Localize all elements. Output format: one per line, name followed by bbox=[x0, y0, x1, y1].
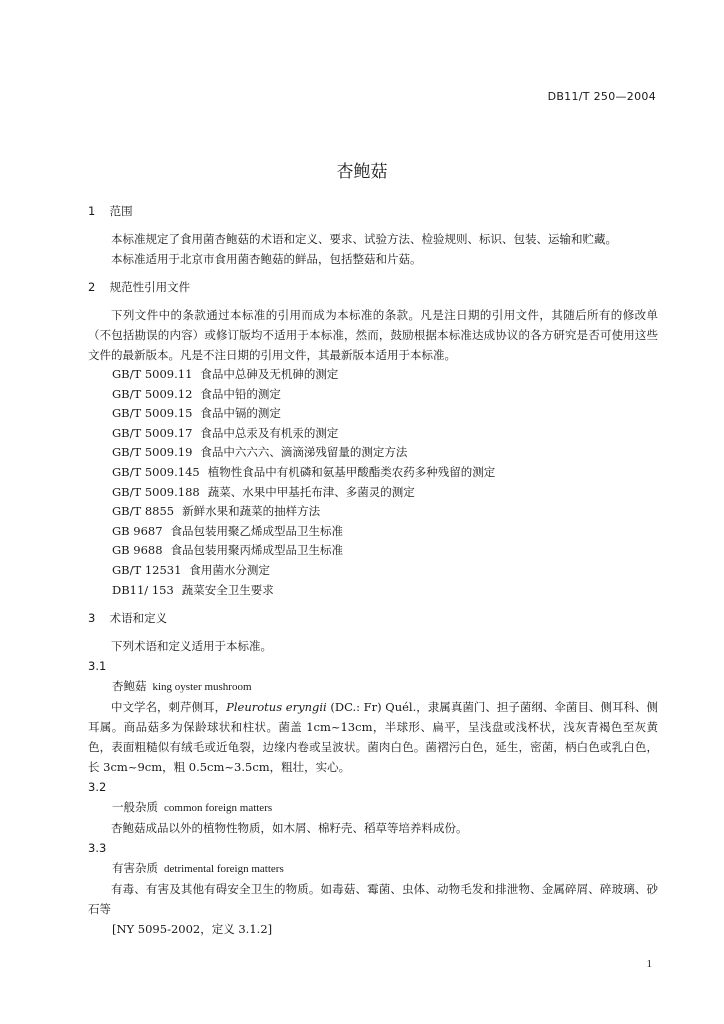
reference-item bbox=[112, 502, 658, 522]
reference-title: 食用菌水分测定 bbox=[189, 562, 270, 577]
section-2-intro: 下列文件中的条款通过本标准的引用而成为本标准的条款。凡是注日期的引用文件，其随后所有的修改单（不包括勘误的内容）或修订版均不适用于本标准，然而，鼓励根据本标准达成协议的各方研究是否可使用这些文件的最新版本。凡是不注日期的引用文件，其最新版本适用于本标准。 bbox=[88, 308, 658, 362]
term-heading bbox=[112, 858, 658, 879]
document-title: 杏鲍菇 bbox=[336, 162, 388, 182]
term-chinese: 杏鲍菇 bbox=[112, 679, 147, 694]
definition-text: (DC.: Fr) Quél.，隶属真菌门、担子菌纲、伞菌目、侧耳科、侧耳属。商品菇多为保龄球状和柱状。菌盖 1cm~13cm，半球形、扁平，呈浅盘或浅杯状，浅灰青褐色至灰黄色，表面粗糙似有绒毛或近龟裂，边缘内卷或呈波状。菌肉白色。菌褶污白色，延生，密菌，柄白色或乳白色，长 3cm~9cm，粗 0.5cm~3.5cm，粗壮，实心。 bbox=[88, 700, 659, 775]
term-heading bbox=[112, 676, 658, 697]
reference-item bbox=[112, 581, 658, 601]
reference-code: GB/T 5009.17 bbox=[112, 425, 193, 440]
section-3-intro: 下列术语和定义适用于本标准。 bbox=[111, 639, 272, 654]
reference-item bbox=[112, 365, 658, 385]
section-title: 规范性引用文件 bbox=[109, 280, 191, 294]
reference-code: DB11/ 153 bbox=[112, 582, 174, 597]
term-definition bbox=[88, 697, 658, 777]
reference-item bbox=[112, 483, 658, 503]
section-title: 术语和定义 bbox=[109, 611, 168, 626]
reference-title: 植物性食品中有机磷和氨基甲酸酯类农药多种残留的测定 bbox=[207, 464, 496, 479]
document-code: DB11/T 250—2004 bbox=[547, 90, 656, 103]
reference-title: 食品中六六六、滴滴涕残留量的测定方法 bbox=[200, 445, 408, 460]
subsection-number: 3.2 bbox=[88, 780, 107, 795]
section-number: 3 bbox=[88, 611, 96, 626]
reference-item bbox=[112, 522, 658, 542]
reference-title: 新鲜水果和蔬菜的抽样方法 bbox=[182, 504, 321, 519]
reference-item bbox=[112, 385, 658, 405]
reference-title: 食品中铅的测定 bbox=[200, 386, 281, 401]
reference-title: 食品中总汞及有机汞的测定 bbox=[200, 425, 339, 440]
term-english: king oyster mushroom bbox=[152, 681, 252, 694]
reference-title: 食品中总砷及无机砷的测定 bbox=[200, 367, 339, 381]
section-1-paragraph-1: 本标准规定了食用菌杏鲍菇的术语和定义、要求、试验方法、检验规则、标识、包装、运输和贮藏。 bbox=[111, 232, 617, 246]
section-2-heading bbox=[88, 277, 658, 297]
reference-item bbox=[112, 424, 658, 444]
reference-item bbox=[112, 404, 658, 424]
term-heading bbox=[112, 797, 658, 818]
definition-text: 中文学名，刺芹侧耳， bbox=[111, 700, 227, 715]
reference-title: 蔬菜安全卫生要求 bbox=[181, 582, 274, 597]
reference-item bbox=[112, 561, 658, 581]
document-body bbox=[88, 199, 658, 939]
reference-code: GB/T 5009.19 bbox=[112, 445, 193, 460]
section-number: 2 bbox=[88, 280, 96, 294]
reference-code: GB 9687 bbox=[112, 523, 163, 538]
term-definition: 有毒、有害及其他有碍安全卫生的物质。如毒菇、霉菌、虫体、动物毛发和排泄物、金属碎屑、碎玻璃、砂石等 bbox=[88, 882, 658, 917]
term-english: detrimental foreign matters bbox=[164, 863, 284, 876]
term-definition: 杏鲍菇成品以外的植物性物质，如木屑、棉籽壳、稻草等培养料成份。 bbox=[111, 821, 468, 836]
subsection-number: 3.3 bbox=[88, 841, 107, 856]
reference-title: 食品包装用聚乙烯成型品卫生标准 bbox=[170, 523, 344, 538]
term-chinese: 有害杂质 bbox=[112, 861, 158, 876]
reference-item bbox=[112, 541, 658, 561]
term-source: [NY 5095-2002，定义 3.1.2] bbox=[112, 922, 273, 937]
term-english: common foreign matters bbox=[164, 802, 273, 815]
reference-code: GB/T 5009.15 bbox=[112, 406, 193, 421]
subsection-number: 3.1 bbox=[88, 659, 107, 674]
reference-code: GB/T 12531 bbox=[112, 562, 182, 577]
section-3-heading bbox=[88, 608, 658, 628]
term-chinese: 一般杂质 bbox=[112, 800, 158, 815]
section-number: 1 bbox=[88, 204, 96, 218]
reference-title: 食品包装用聚丙烯成型品卫生标准 bbox=[170, 543, 344, 558]
reference-code: GB/T 5009.12 bbox=[112, 386, 193, 401]
reference-code: GB/T 5009.145 bbox=[112, 464, 200, 479]
reference-code: GB 9688 bbox=[112, 543, 163, 558]
latin-name: Pleurotus eryngii bbox=[226, 700, 327, 715]
reference-code: GB/T 8855 bbox=[112, 504, 175, 519]
section-1-paragraph-2: 本标准适用于北京市食用菌杏鲍菇的鲜品，包括整菇和片菇。 bbox=[111, 252, 422, 266]
reference-list bbox=[88, 365, 658, 600]
reference-item bbox=[112, 463, 658, 483]
section-title: 范围 bbox=[109, 204, 133, 218]
page-number: 1 bbox=[646, 958, 652, 970]
reference-code: GB/T 5009.11 bbox=[112, 367, 193, 381]
reference-title: 蔬菜、水果中甲基托布津、多菌灵的测定 bbox=[207, 484, 415, 499]
reference-item bbox=[112, 443, 658, 463]
reference-title: 食品中镉的测定 bbox=[200, 406, 281, 421]
reference-code: GB/T 5009.188 bbox=[112, 484, 200, 499]
section-1-heading bbox=[88, 201, 658, 221]
